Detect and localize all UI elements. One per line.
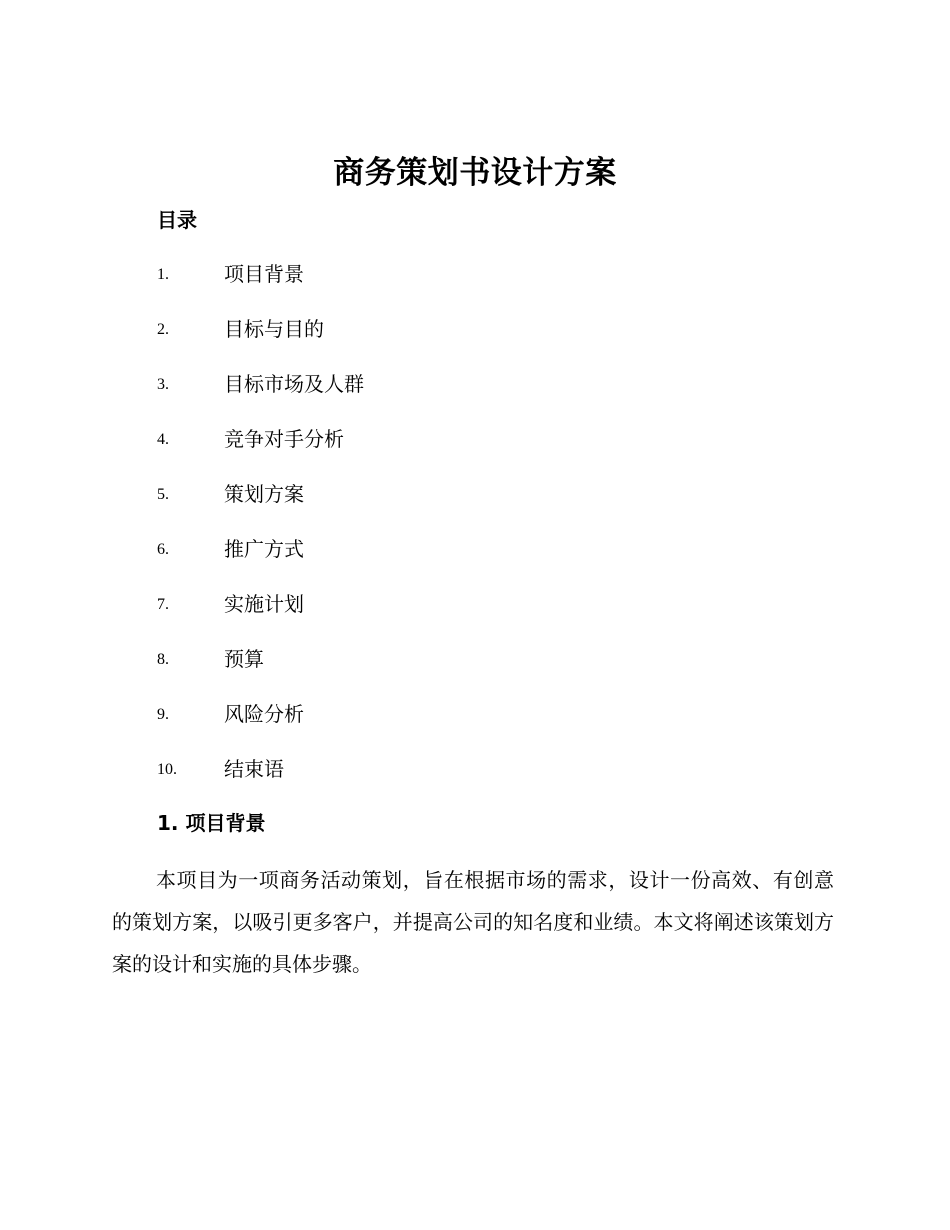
toc-item-number: 7. bbox=[157, 596, 169, 613]
toc-item bbox=[157, 313, 757, 368]
toc-item-number: 4. bbox=[157, 431, 169, 448]
toc-item-label: 目标与目的 bbox=[224, 317, 324, 341]
section-paragraph: 本项目为一项商务活动策划，旨在根据市场的需求，设计一份高效、有创意的策划方案，以吸引更多客户，并提高公司的知名度和业绩。本文将阐述该策划方案的设计和实施的具体步骤。 bbox=[112, 868, 834, 976]
toc-item bbox=[157, 753, 757, 808]
toc-item-label: 实施计划 bbox=[224, 592, 304, 616]
toc-item bbox=[157, 478, 757, 533]
toc-item-number: 6. bbox=[157, 541, 169, 558]
toc-item-label: 推广方式 bbox=[224, 537, 304, 561]
toc-item bbox=[157, 698, 757, 753]
toc-item-label: 预算 bbox=[224, 647, 264, 671]
toc-item bbox=[157, 423, 757, 478]
toc-item-number: 3. bbox=[157, 376, 169, 393]
toc-item bbox=[157, 368, 757, 423]
toc-item-label: 目标市场及人群 bbox=[224, 372, 364, 396]
toc-item bbox=[157, 533, 757, 588]
toc-item-number: 5. bbox=[157, 486, 169, 503]
toc-item-number: 10. bbox=[157, 761, 177, 778]
toc-item-label: 项目背景 bbox=[224, 262, 304, 286]
toc-heading: 目录 bbox=[157, 208, 197, 232]
toc-list bbox=[157, 258, 757, 808]
toc-item-label: 结束语 bbox=[224, 757, 284, 781]
document-title: 商务策划书设计方案 bbox=[333, 155, 617, 191]
toc-item-label: 风险分析 bbox=[224, 702, 304, 726]
toc-item-number: 1. bbox=[157, 266, 169, 283]
toc-item-label: 竞争对手分析 bbox=[224, 427, 344, 451]
toc-item bbox=[157, 643, 757, 698]
toc-item-number: 9. bbox=[157, 706, 169, 723]
toc-item-label: 策划方案 bbox=[224, 482, 304, 506]
section-heading: 1. 项目背景 bbox=[157, 811, 266, 835]
toc-item bbox=[157, 588, 757, 643]
toc-item-number: 8. bbox=[157, 651, 169, 668]
toc-item-number: 2. bbox=[157, 321, 169, 338]
toc-item bbox=[157, 258, 757, 313]
